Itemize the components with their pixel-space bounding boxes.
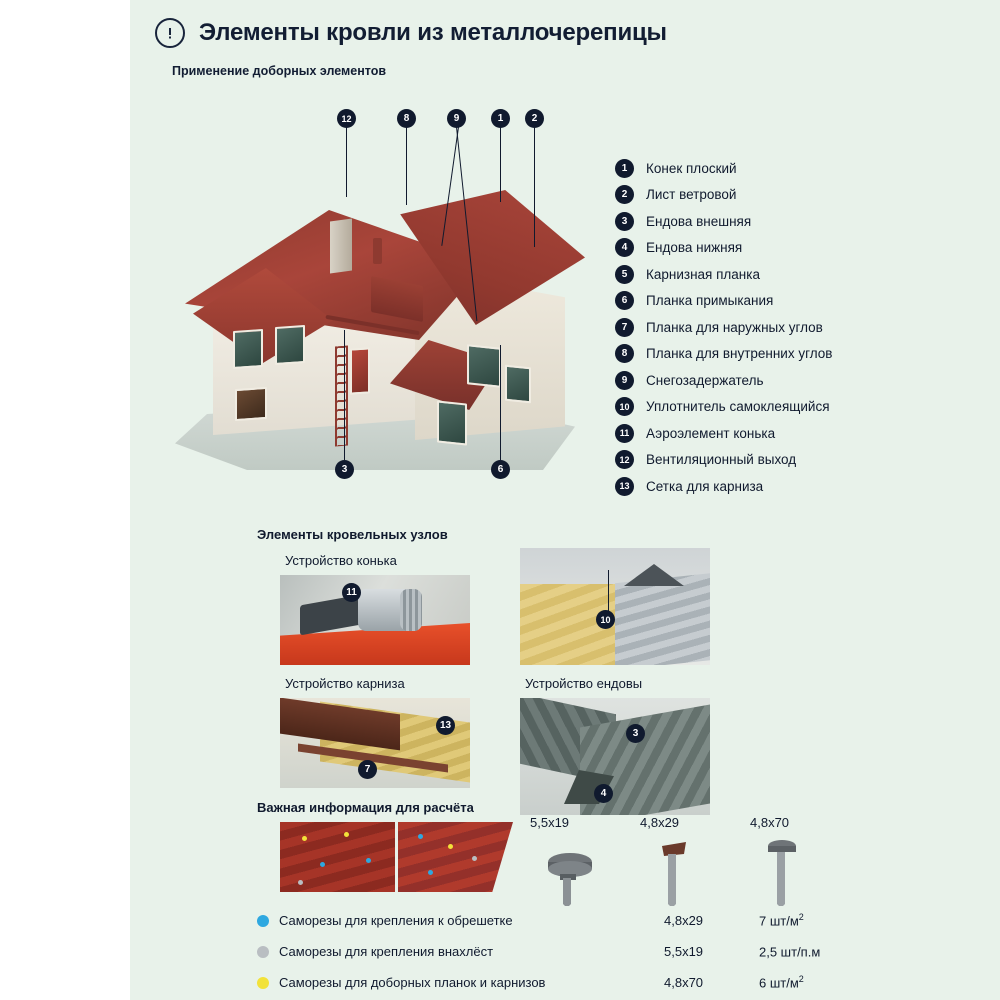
fastener-size: 4,8х70 — [664, 975, 704, 990]
screw-size-label: 4,8x70 — [750, 815, 790, 830]
legend-number: 3 — [615, 212, 634, 231]
window — [505, 365, 531, 404]
screw-marker — [344, 832, 349, 837]
leader-line — [500, 345, 501, 460]
screw-specimen-3 — [750, 815, 850, 911]
legend-item[interactable] — [615, 367, 985, 394]
poster-sheet — [130, 0, 1000, 1000]
fastener-table — [257, 905, 897, 998]
legend-item[interactable] — [615, 235, 985, 262]
window — [233, 329, 263, 369]
legend-number: 2 — [615, 185, 634, 204]
window — [437, 400, 467, 445]
info-section-title: Важная информация для расчёта — [257, 800, 474, 815]
legend-label: Снегозадержатель — [646, 372, 764, 388]
window — [467, 344, 501, 388]
window — [235, 387, 267, 421]
legend-label: Конек плоский — [646, 160, 737, 176]
chimney — [330, 218, 352, 273]
fastener-size: 4,8х29 — [664, 913, 704, 928]
leader-line — [500, 127, 501, 202]
leader-line — [406, 127, 407, 205]
legend-item[interactable] — [615, 447, 985, 474]
leader-line — [608, 570, 609, 614]
card-caption-ridge: Устройство конька — [285, 553, 397, 568]
fastener-size: 5,5х19 — [664, 944, 704, 959]
house-image — [175, 150, 575, 480]
house-illustration — [150, 95, 600, 495]
callout-pin-12[interactable]: 12 — [337, 109, 356, 128]
legend-label: Ендова внешняя — [646, 213, 752, 229]
sealant-assembly-photo — [520, 548, 710, 665]
poster-header — [155, 18, 667, 48]
legend-number: 11 — [615, 424, 634, 443]
card-caption-valley: Устройство ендовы — [525, 676, 643, 691]
leader-line — [344, 330, 345, 460]
page-title: Элементы кровли из металлочерепицы — [199, 19, 667, 46]
screw-marker — [298, 880, 303, 885]
callout-pin-3[interactable]: 3 — [626, 724, 645, 743]
legend-label: Ендова нижняя — [646, 240, 743, 256]
color-dot-yellow — [257, 977, 269, 989]
callout-pin-4[interactable]: 4 — [594, 784, 613, 803]
legend-label: Уплотнитель самоклеящийся — [646, 399, 830, 415]
legend-number: 7 — [615, 318, 634, 337]
fastener-qty-sup: 2 — [798, 974, 804, 985]
legend-item[interactable] — [615, 155, 985, 182]
legend-label: Сетка для карниза — [646, 478, 764, 494]
legend-label: Планка примыкания — [646, 293, 774, 309]
legend-label: Карнизная планка — [646, 266, 760, 282]
callout-pin-2[interactable]: 2 — [525, 109, 544, 128]
vent-pipe — [373, 238, 382, 264]
callout-pin-13[interactable]: 13 — [436, 716, 455, 735]
legend-item[interactable] — [615, 288, 985, 315]
legend-item[interactable] — [615, 208, 985, 235]
fastener-qty — [759, 943, 879, 959]
callout-pin-10[interactable]: 10 — [596, 610, 615, 629]
legend-item[interactable] — [615, 341, 985, 368]
legend-item[interactable] — [615, 394, 985, 421]
legend-label: Лист ветровой — [646, 187, 737, 203]
legend-number: 12 — [615, 450, 634, 469]
color-dot-blue — [257, 915, 269, 927]
legend-label: Вентиляционный выход — [646, 452, 797, 468]
fastener-qty — [759, 974, 879, 990]
screw-marker — [472, 856, 477, 861]
table-row — [257, 967, 897, 998]
legend-number: 10 — [615, 397, 634, 416]
screw-marker — [428, 870, 433, 875]
screw-icon — [530, 836, 620, 906]
callout-pin-8[interactable]: 8 — [397, 109, 416, 128]
screw-marker — [320, 862, 325, 867]
aero-roll-shape — [358, 589, 422, 631]
door — [350, 347, 370, 394]
legend-number: 5 — [615, 265, 634, 284]
exclamation-circle-icon — [155, 18, 185, 48]
screw-marker — [418, 834, 423, 839]
tile-sample-photo-left — [280, 822, 395, 892]
table-row — [257, 905, 897, 936]
fastener-qty-value: 6 шт/м — [759, 975, 799, 991]
screw-specimens — [530, 815, 850, 910]
legend-label: Аэроэлемент конька — [646, 425, 776, 441]
table-row — [257, 936, 897, 967]
legend-number: 6 — [615, 291, 634, 310]
callout-pin-7[interactable]: 7 — [358, 760, 377, 779]
screw-icon — [750, 836, 840, 906]
callout-pin-9[interactable]: 9 — [447, 109, 466, 128]
legend-number: 13 — [615, 477, 634, 496]
callout-pin-1[interactable]: 1 — [491, 109, 510, 128]
legend-item[interactable] — [615, 473, 985, 500]
callout-pin-11[interactable]: 11 — [342, 583, 361, 602]
screw-size-label: 5,5x19 — [530, 815, 570, 830]
screw-marker — [366, 858, 371, 863]
fastener-qty-value: 2,5 шт/п.м — [759, 944, 821, 960]
legend-item[interactable] — [615, 420, 985, 447]
legend-item[interactable] — [615, 182, 985, 209]
fastener-qty-sup: 2 — [798, 912, 804, 923]
ladder — [335, 346, 348, 447]
fastener-name: Саморезы для крепления внахлёст — [279, 944, 494, 959]
legend-number: 8 — [615, 344, 634, 363]
legend-item[interactable] — [615, 314, 985, 341]
leader-line — [346, 127, 347, 197]
tile-sample-photo-right — [398, 822, 513, 892]
fastener-qty-value: 7 шт/м — [759, 913, 799, 929]
fastener-qty — [759, 912, 879, 928]
legend-list — [615, 155, 985, 500]
legend-number: 4 — [615, 238, 634, 257]
legend-label: Планка для наружных углов — [646, 319, 823, 335]
screw-specimen-1 — [530, 815, 630, 911]
legend-label: Планка для внутренних углов — [646, 346, 833, 362]
screw-size-label: 4,8x29 — [640, 815, 680, 830]
fastener-name: Саморезы для доборных планок и карнизов — [279, 975, 546, 990]
legend-item[interactable] — [615, 261, 985, 288]
screw-marker — [302, 836, 307, 841]
cornice-assembly-photo — [280, 698, 470, 788]
metal-sheet-shape — [615, 573, 710, 665]
window — [275, 325, 305, 365]
card-caption-cornice: Устройство карниза — [285, 676, 405, 691]
screw-marker — [448, 844, 453, 849]
ridge-cap-shape — [624, 564, 684, 586]
callout-pin-6[interactable]: 6 — [491, 460, 510, 479]
fastener-name: Саморезы для крепления к обрешетке — [279, 913, 513, 928]
valley-assembly-photo — [520, 698, 710, 815]
legend-number: 9 — [615, 371, 634, 390]
leader-line — [534, 127, 535, 247]
nodes-section-title: Элементы кровельных узлов — [257, 527, 448, 542]
screw-icon — [640, 836, 730, 906]
callout-pin-3[interactable]: 3 — [335, 460, 354, 479]
page-subtitle: Применение доборных элементов — [172, 64, 387, 78]
legend-number: 1 — [615, 159, 634, 178]
ridge-assembly-photo — [280, 575, 470, 665]
color-dot-grey — [257, 946, 269, 958]
screw-specimen-2 — [640, 815, 740, 911]
